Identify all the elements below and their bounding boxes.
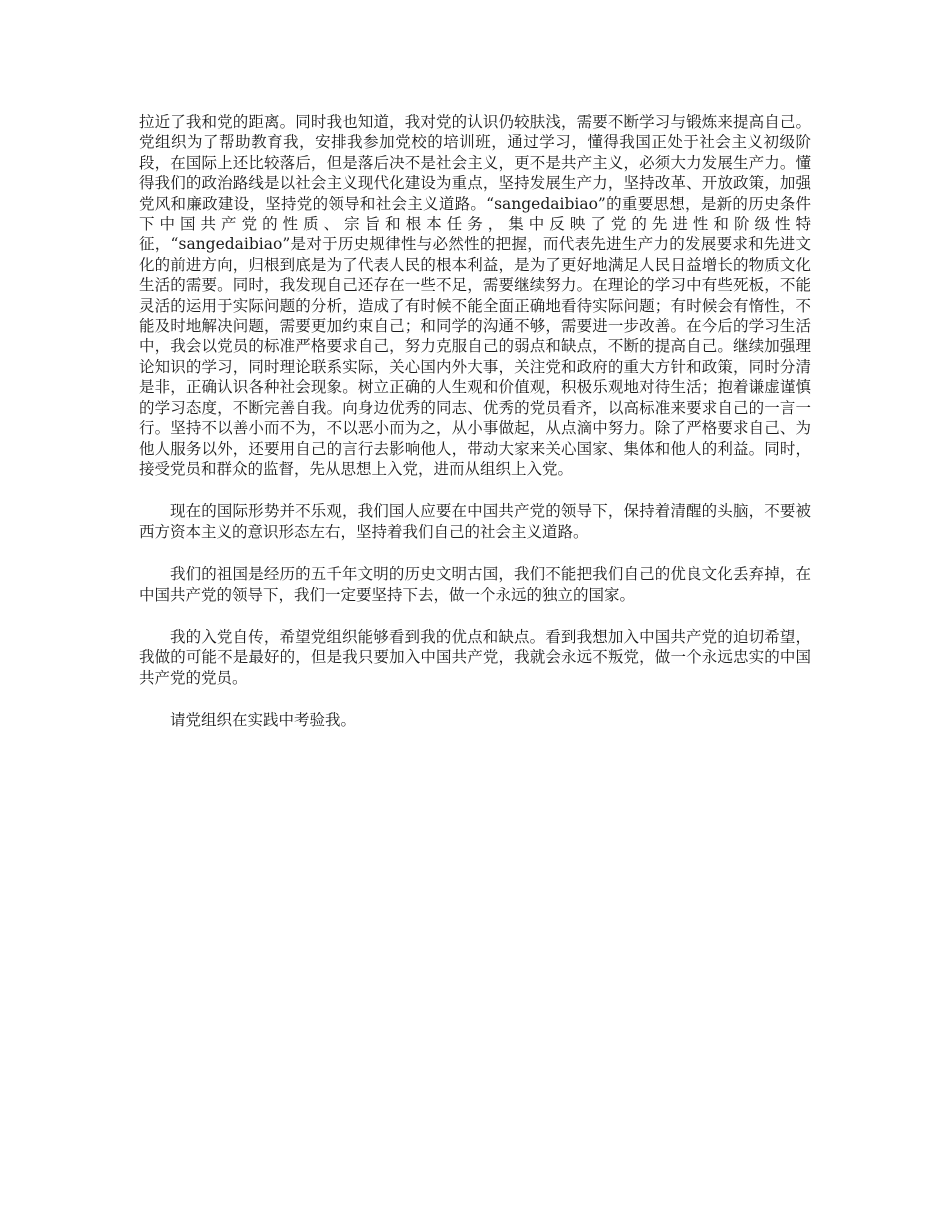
paragraph-5: 请党组织在实践中考验我。 [170, 711, 357, 730]
paragraph-3: 我们的祖国是经历的五千年文明的历史文明古国，我们不能把我们自己的优良文化丢弃掉，在中国共产党的领导下，我们一定要坚持下去，做一个永远的独立的国家。 [139, 565, 811, 604]
document-page [139, 112, 811, 753]
paragraph-1: 拉近了我和党的距离。同时我也知道，我对党的认识仍较肤浅，需要不断学习与锻炼来提高自己。党组织为了帮助教育我，安排我参加党校的培训班，通过学习，懂得我国正处于社会主义初级阶段，在国际上还比较落后，但是落后决不是社会主义，更不是共产主义，必须大力发展生产力。懂得我们的政治路线是以社会主义现代化建设为重点，坚持发展生产力，坚持改革、开放政策，加强党风和廉政建设，坚持党的领导和社会主义道路。“sangedaibiao”的重要思想，是新的历史条件下中国共产党的性质、宗旨和根本任务，集中反映了党的先进性和阶级性特征，“sangedaibiao”是对于历史规律性与必然性的把握，而代表先进生产力的发展要求和先进文化的前进方向，归根到底是为了代表人民的根本利益，是为了更好地满足人民日益增长的物质文化生活的需要。同时，我发现自己还存在一些不足，需要继续努力。在理论的学习中有些死板，不能灵活的运用于实际问题的分析，造成了有时候不能全面正确地看待实际问题；有时候会有惰性，不能及时地解决问题，需要更加约束自己；和同学的沟通不够，需要进一步改善。在今后的学习生活中，我会以党员的标准严格要求自己，努力克服自己的弱点和缺点，不断的提高自己。继续加强理论知识的学习，同时理论联系实际，关心国内外大事，关注党和政府的重大方针和政策，同时分清是非，正确认识各种社会现象。树立正确的人生观和价值观，积极乐观地对待生活；抱着谦虚谨慎的学习态度，不断完善自我。向身边优秀的同志、优秀的党员看齐，以高标准来要求自己的一言一行。坚持不以善小而不为，不以恶小而为之，从小事做起，从点滴中努力。除了严格要求自己、为他人服务以外，还要用自己的言行去影响他人，带动大家来关心国家、集体和他人的利益。同时，接受党员和群众的监督，先从思想上入党，进而从组织上入党。 [139, 113, 811, 478]
paragraph-2: 现在的国际形势并不乐观，我们国人应要在中国共产党的领导下，保持着清醒的头脑，不要被西方资本主义的意识形态左右，坚持着我们自己的社会主义道路。 [139, 502, 811, 541]
paragraph-4: 我的入党自传，希望党组织能够看到我的优点和缺点。看到我想加入中国共产党的迫切希望，我做的可能不是最好的，但是我只要加入中国共产党，我就会永远不叛党，做一个永远忠实的中国共产党的党员。 [139, 627, 811, 687]
